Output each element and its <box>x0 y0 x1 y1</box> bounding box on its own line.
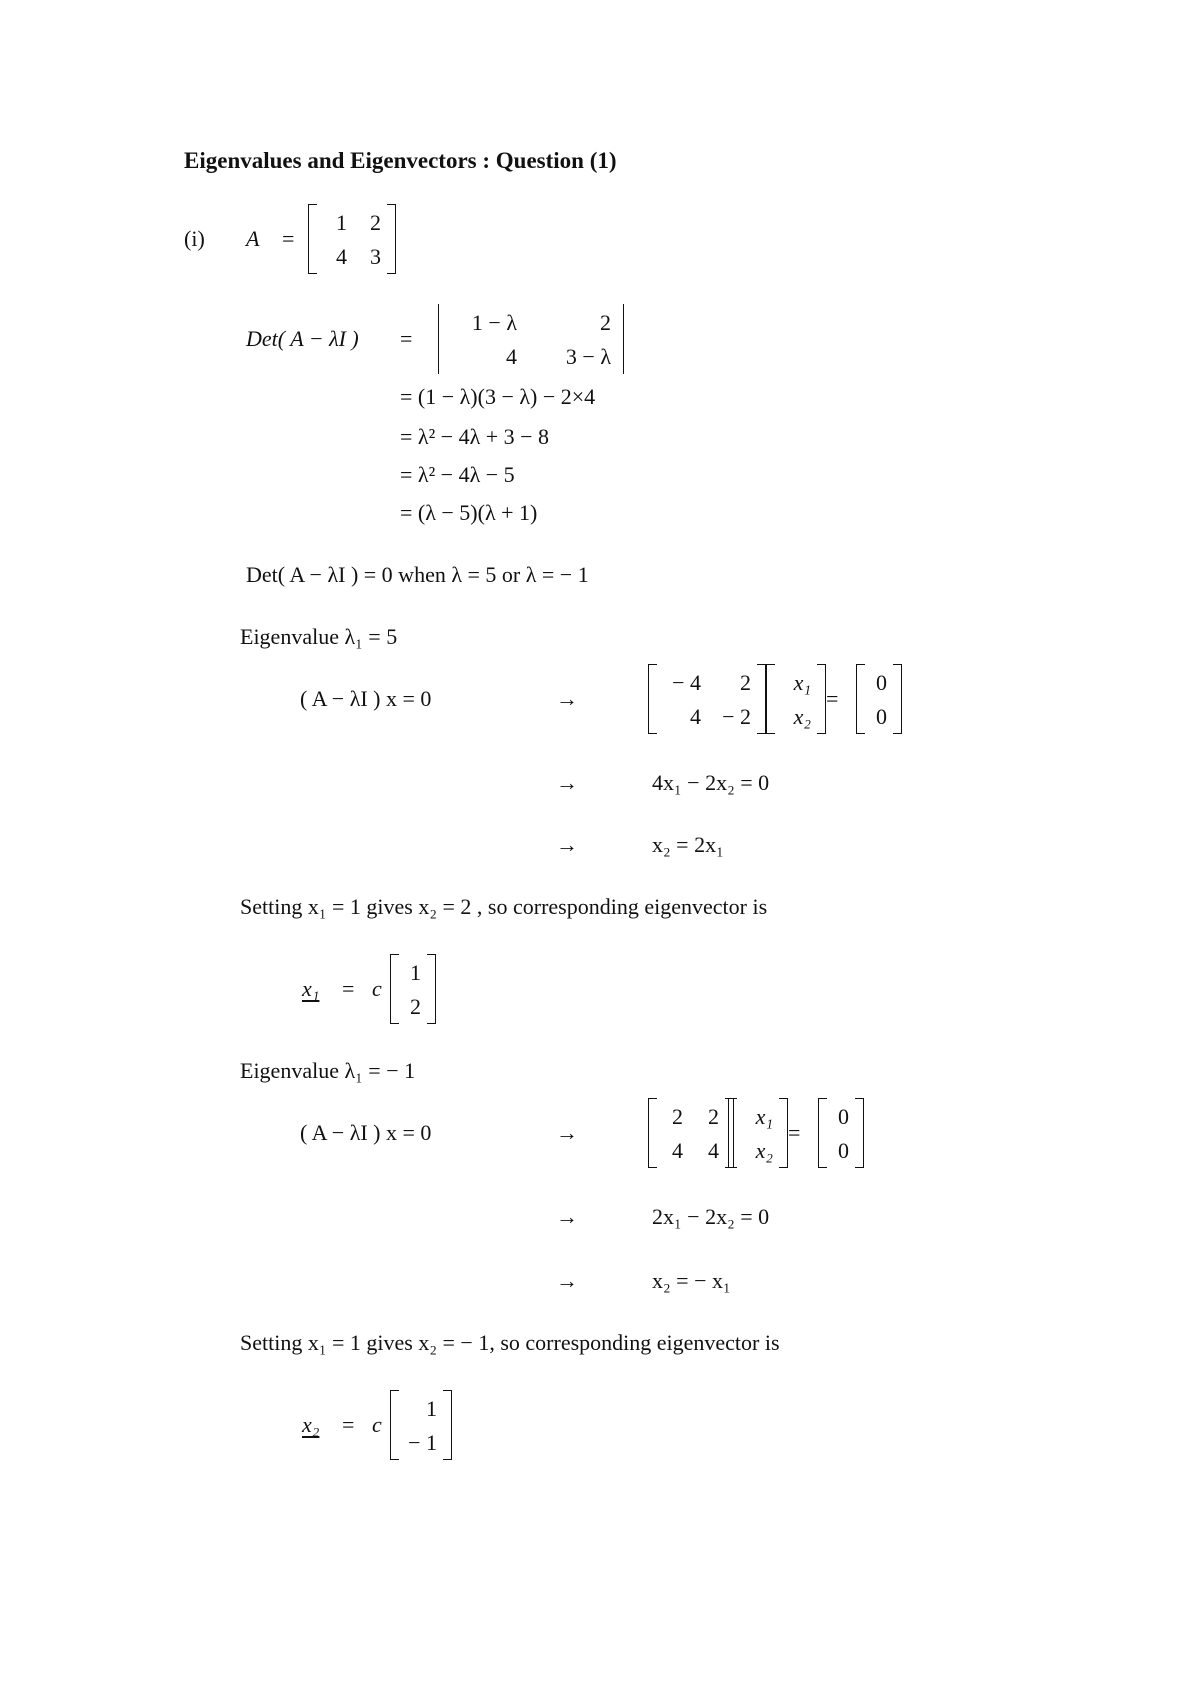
eigen-2-x-vector <box>728 1098 788 1168</box>
zero-vector-cell: 0 <box>876 704 887 729</box>
arrow-icon: → <box>556 770 578 795</box>
eigen-2-matrix-cell: 2 <box>708 1104 719 1129</box>
det-step: = (1 − λ)(3 − λ) − 2×4 <box>400 384 596 409</box>
det-step: = λ² − 4λ − 5 <box>400 462 515 487</box>
arrow-icon: → <box>556 832 578 857</box>
part-label: (i) <box>184 226 205 251</box>
eigenvector-1 <box>390 954 436 1024</box>
eigen-1-zero-vector <box>856 664 902 734</box>
eigen-1-equation: ( A − λI ) x = 0 <box>300 686 432 711</box>
det-matrix-cell: 3 − λ <box>565 344 611 369</box>
eigen-2-matrix-cell: 2 <box>672 1104 683 1129</box>
arrow-icon: → <box>556 1204 578 1229</box>
eigen-2-matrix <box>648 1098 734 1168</box>
matrix-a-cell: 4 <box>336 244 347 269</box>
equals-sign: = <box>788 1120 801 1145</box>
constant-c: c <box>372 976 382 1001</box>
matrix-a-cell: 2 <box>370 210 381 235</box>
constant-c: c <box>372 1412 382 1437</box>
det-matrix-cell: 1 − λ <box>471 310 517 335</box>
eigenvector-1-name: x₁ <box>302 976 320 1001</box>
eigenvector-2-cell: − 1 <box>408 1430 437 1455</box>
det-matrix <box>432 304 630 374</box>
eigenvalue-1-heading: Eigenvalue λ₁ = 5 <box>240 624 398 649</box>
det-step: = (λ − 5)(λ + 1) <box>400 500 538 525</box>
matrix-a-cell: 1 <box>336 210 347 235</box>
equals-sign: = <box>400 326 413 351</box>
zero-vector-cell: 0 <box>838 1104 849 1129</box>
matrix-a-name: A <box>246 226 260 251</box>
det-roots-line: Det( A − λI ) = 0 when λ = 5 or λ = − 1 <box>246 562 589 587</box>
matrix-a <box>308 204 396 274</box>
eigen-1-step-2: x₂ = 2x₁ <box>652 832 724 857</box>
eigen-1-matrix-cell: 2 <box>740 670 751 695</box>
eigen-1-matrix <box>648 664 766 734</box>
eigenvector-2-cell: 1 <box>426 1396 437 1421</box>
eigenvector-2-name: x₂ <box>302 1412 320 1437</box>
eigen-1-matrix-cell: − 4 <box>672 670 701 695</box>
eigen-2-setting-text: Setting x₁ = 1 gives x₂ = − 1, so corresponding eigenvector is <box>240 1330 780 1355</box>
eigen-2-equation: ( A − λI ) x = 0 <box>300 1120 432 1145</box>
eigen-2-step-2: x₂ = − x₁ <box>652 1268 731 1293</box>
eigenvector-1-cell: 1 <box>410 960 421 985</box>
eigen-1-x-vector <box>766 664 826 734</box>
eigen-2-step-1: 2x₁ − 2x₂ = 0 <box>652 1204 770 1229</box>
equals-sign: = <box>342 1412 355 1437</box>
arrow-icon: → <box>556 1120 578 1145</box>
matrix-a-cell: 3 <box>370 244 381 269</box>
arrow-icon: → <box>556 1268 578 1293</box>
eigen-2-matrix-cell: 4 <box>708 1138 719 1163</box>
x-vector-cell: x₁ <box>793 670 811 695</box>
zero-vector-cell: 0 <box>876 670 887 695</box>
zero-vector-cell: 0 <box>838 1138 849 1163</box>
det-step: = λ² − 4λ + 3 − 8 <box>400 424 550 449</box>
eigen-1-step-1: 4x₁ − 2x₂ = 0 <box>652 770 770 795</box>
eigen-1-setting-text: Setting x₁ = 1 gives x₂ = 2 , so corresponding eigenvector is <box>240 894 768 919</box>
eigenvector-1-cell: 2 <box>410 994 421 1019</box>
equals-sign: = <box>282 226 295 251</box>
eigenvalue-2-heading: Eigenvalue λ₁ = − 1 <box>240 1058 416 1083</box>
eigen-1-matrix-cell: 4 <box>690 704 701 729</box>
x-vector-cell: x₁ <box>755 1104 773 1129</box>
det-matrix-cell: 4 <box>506 344 517 369</box>
page-title: Eigenvalues and Eigenvectors : Question (1) <box>184 148 617 173</box>
arrow-icon: → <box>556 686 578 711</box>
eigen-2-zero-vector <box>818 1098 864 1168</box>
det-matrix-cell: 2 <box>600 310 611 335</box>
eigen-2-matrix-cell: 4 <box>672 1138 683 1163</box>
eigen-1-matrix-cell: − 2 <box>722 704 751 729</box>
equals-sign: = <box>826 686 839 711</box>
det-lhs: Det( A − λI ) <box>246 326 359 351</box>
x-vector-cell: x₂ <box>755 1138 773 1163</box>
x-vector-cell: x₂ <box>793 704 811 729</box>
eigenvector-2 <box>390 1390 452 1460</box>
equals-sign: = <box>342 976 355 1001</box>
